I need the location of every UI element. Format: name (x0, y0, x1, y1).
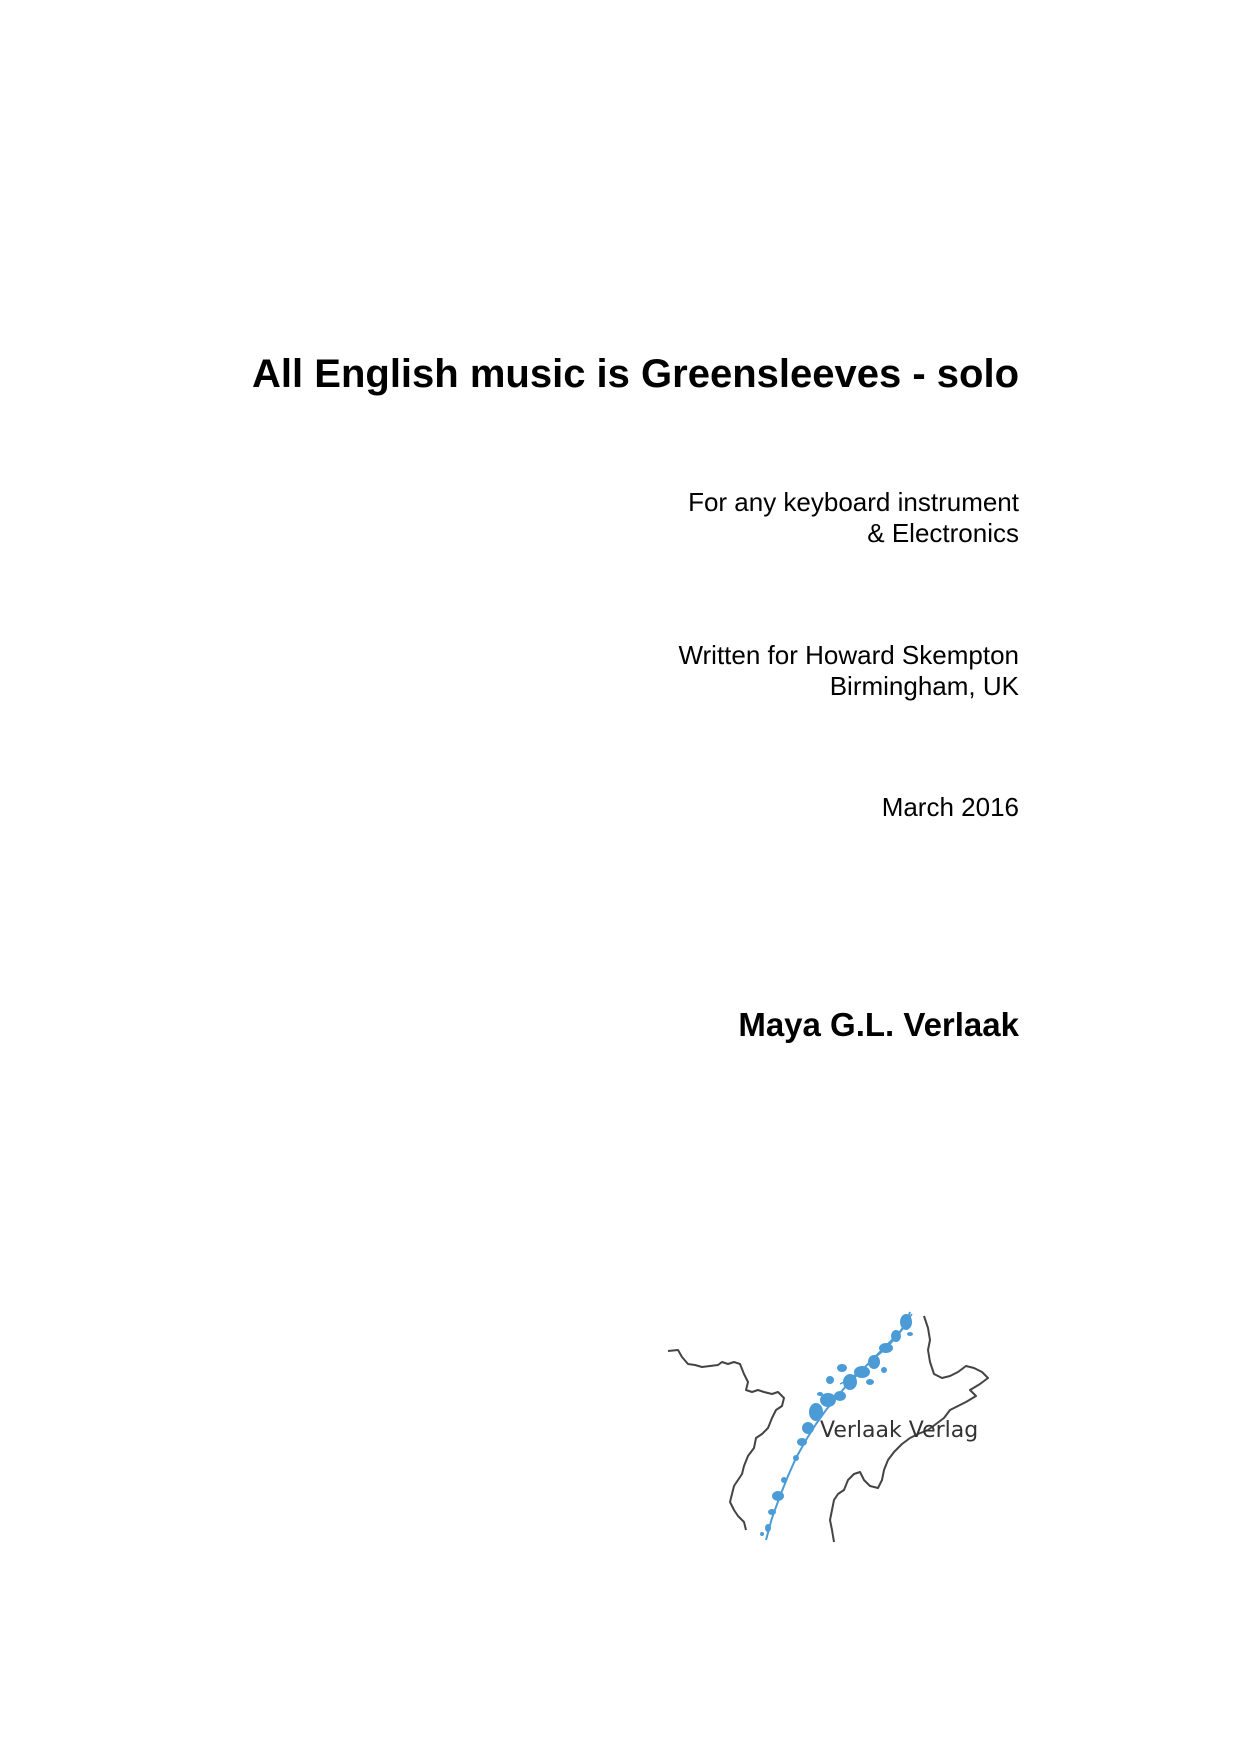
dedication-line-1: Written for Howard Skempton (678, 640, 1019, 670)
instrumentation (688, 487, 1019, 549)
dedication (678, 640, 1019, 702)
map-river-logo-icon (660, 1310, 1000, 1550)
publisher-logo (660, 1310, 1000, 1550)
dedication-line-2: Birmingham, UK (829, 671, 1019, 701)
composition-date: March 2016 (881, 792, 1019, 822)
page-title: All English music is Greensleeves - solo (252, 352, 1019, 396)
border-line-west (668, 1350, 784, 1530)
instrumentation-line-2: & Electronics (867, 518, 1019, 548)
publisher-name: Verlaak Verlag (820, 1418, 979, 1443)
instrumentation-line-1: For any keyboard instrument (688, 487, 1019, 517)
composer-name: Maya G.L. Verlaak (738, 1006, 1019, 1043)
